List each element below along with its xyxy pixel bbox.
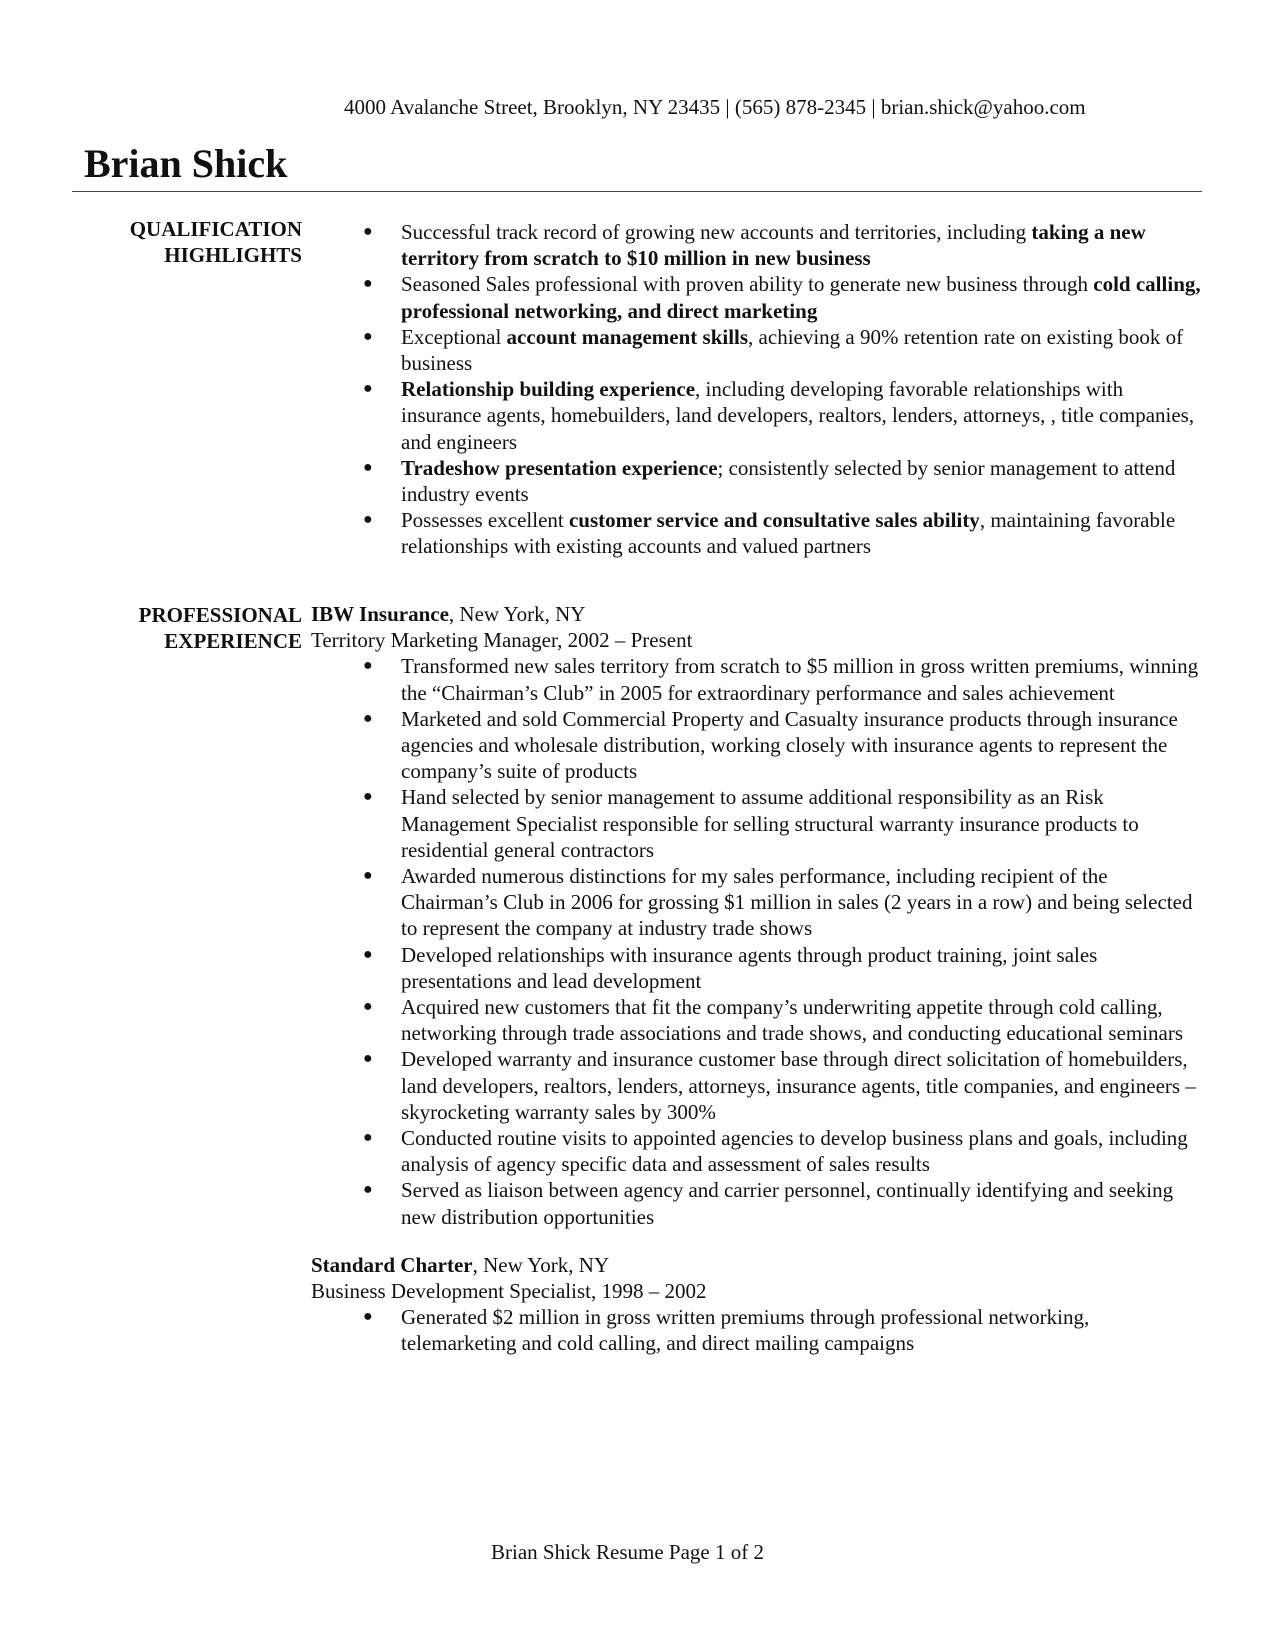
bullet-dot-icon: ●	[363, 511, 373, 529]
list-item	[327, 706, 1207, 785]
bullet-text: Exceptional	[401, 324, 507, 349]
list-item	[327, 863, 1207, 942]
bullet-emphasis-text: cold calling, professional networking, and direct marketing	[401, 272, 1201, 323]
job-header	[311, 1252, 1207, 1278]
bullet-dot-icon: ●	[363, 275, 373, 293]
bullet-emphasis-text: taking a new territory from scratch to $10 million in new business	[401, 220, 1146, 271]
list-item	[327, 455, 1207, 507]
bullet-emphasis-text: Tradeshow presentation experience	[401, 455, 718, 480]
bullet-text: Transformed new sales territory from scratch to $5 million in gross written premiums, winning the “Chairman’s Club” in 2005 for extraordinary performance and sales achievement	[401, 654, 1199, 705]
bullet-emphasis-text: customer service and consultative sales ability	[568, 508, 980, 533]
bullet-emphasis-text: Relationship building experience	[401, 377, 696, 402]
list-item	[327, 507, 1207, 559]
bullet-dot-icon: ●	[363, 380, 373, 398]
company-name: IBW Insurance	[311, 602, 449, 626]
job-bullet-list	[327, 653, 1207, 1229]
bullet-text: Awarded numerous distinctions for my sales performance, including recipient of the Chairman’s Club in 2006 for grossing $1 million in sales (2 years in a row) and being selected to represent the company at industry trade shows	[401, 864, 1193, 941]
list-item	[327, 324, 1207, 376]
bullet-dot-icon: ●	[363, 709, 373, 727]
job-title: Territory Marketing Manager, 2002 – Present	[311, 628, 693, 653]
bullet-dot-icon: ●	[363, 327, 373, 345]
qualification-highlights-section	[327, 219, 1207, 560]
bullet-text: Seasoned Sales professional with proven ability to generate new business through	[401, 272, 1094, 297]
bullet-dot-icon: ●	[363, 1050, 373, 1068]
bullet-dot-icon: ●	[363, 657, 373, 675]
bullet-emphasis-text: account management skills	[506, 324, 749, 349]
bullet-text: , including developing favorable relationships with insurance agents, homebuilders, land developers, realtors, lenders, attorneys, , title companies, and engineers	[401, 377, 1195, 454]
footer-page-label: Brian Shick Resume Page 1 of 2	[491, 1540, 764, 1564]
list-item	[327, 784, 1207, 863]
header-divider	[72, 191, 1202, 192]
company-location: , New York, NY	[448, 602, 586, 626]
bullet-dot-icon: ●	[363, 223, 373, 240]
list-item	[327, 1304, 1207, 1356]
list-item	[327, 376, 1207, 455]
professional-experience-section	[311, 601, 1207, 1357]
page-footer	[0, 1540, 1275, 1565]
bullet-text: , achieving a 90% retention rate on existing book of business	[401, 324, 1184, 376]
bullet-text: Acquired new customers that fit the company’s underwriting appetite through cold calling, networking through trade associations and trade shows, and conducting educational seminars	[401, 995, 1184, 1046]
list-item	[327, 653, 1207, 705]
section-label-line: HIGHLIGHTS	[164, 243, 302, 267]
bullet-text: Marketed and sold Commercial Property and Casualty insurance products through insurance agencies and wholesale distribution, working closely with insurance agents to represent the company’s suite of products	[401, 706, 1178, 784]
list-item	[327, 1177, 1207, 1229]
list-item	[327, 994, 1207, 1046]
company-name: Standard Charter	[311, 1252, 473, 1277]
bullet-dot-icon: ●	[363, 788, 373, 806]
list-item	[327, 219, 1207, 271]
list-item	[327, 1046, 1207, 1125]
company-location: , New York, NY	[472, 1252, 610, 1277]
section-label-line: PROFESSIONAL	[138, 603, 302, 627]
bullet-text: Conducted routine visits to appointed agencies to develop business plans and goals, including analysis of agency specific data and assessment of sales results	[401, 1126, 1188, 1177]
bullet-dot-icon: ●	[363, 1181, 373, 1199]
list-item	[327, 1125, 1207, 1177]
candidate-name: Brian Shick	[84, 141, 288, 186]
bullet-dot-icon: ●	[363, 458, 373, 476]
bullet-text: Hand selected by senior management to assume additional responsibility as an Risk Management Specialist responsible for selling structural warranty insurance products to residential general contractors	[401, 785, 1139, 862]
bullet-text: Developed warranty and insurance customer base through direct solicitation of homebuilders, land developers, realtors, lenders, attorneys, insurance agents, title companies, and engineers – skyrocketing warranty sales by 300%	[401, 1047, 1196, 1124]
bullet-dot-icon: ●	[363, 867, 373, 885]
list-item	[327, 942, 1207, 994]
job-spacer	[311, 1230, 1207, 1252]
bullet-text: ; consistently selected by senior management to attend industry events	[401, 455, 1176, 507]
bullet-text: Generated $2 million in gross written premiums through professional networking, telemarketing and cold calling, and direct mailing campaigns	[401, 1305, 1090, 1356]
contact-line: 4000 Avalanche Street, Brooklyn, NY 23435 | (565) 878-2345 | brian.shick@yahoo.com	[344, 95, 1086, 119]
job-title: Business Development Specialist, 1998 – 2002	[311, 1279, 707, 1304]
bullet-text: Developed relationships with insurance agents through product training, joint sales presentations and lead development	[401, 942, 1098, 993]
bullet-text: Successful track record of growing new accounts and territories, including	[401, 220, 1032, 244]
bullet-dot-icon: ●	[363, 945, 373, 963]
section-label-line: QUALIFICATION	[129, 217, 302, 241]
job-header	[311, 601, 1207, 627]
bullet-text: Served as liaison between agency and carrier personnel, continually identifying and seeking new distribution opportunities	[401, 1178, 1174, 1229]
list-item	[327, 271, 1207, 323]
bullet-dot-icon: ●	[363, 1129, 373, 1147]
bullet-text: Possesses excellent	[401, 508, 569, 533]
bullet-text: , maintaining favorable relationships with existing accounts and valued partners	[401, 508, 1176, 559]
qualification-highlights-label	[60, 216, 302, 268]
section-label-line: EXPERIENCE	[164, 629, 302, 653]
qualification-list	[327, 219, 1207, 560]
job-bullet-list	[327, 1304, 1207, 1356]
professional-experience-label	[60, 602, 302, 654]
bullet-dot-icon: ●	[363, 998, 373, 1016]
bullet-dot-icon: ●	[363, 1308, 373, 1326]
